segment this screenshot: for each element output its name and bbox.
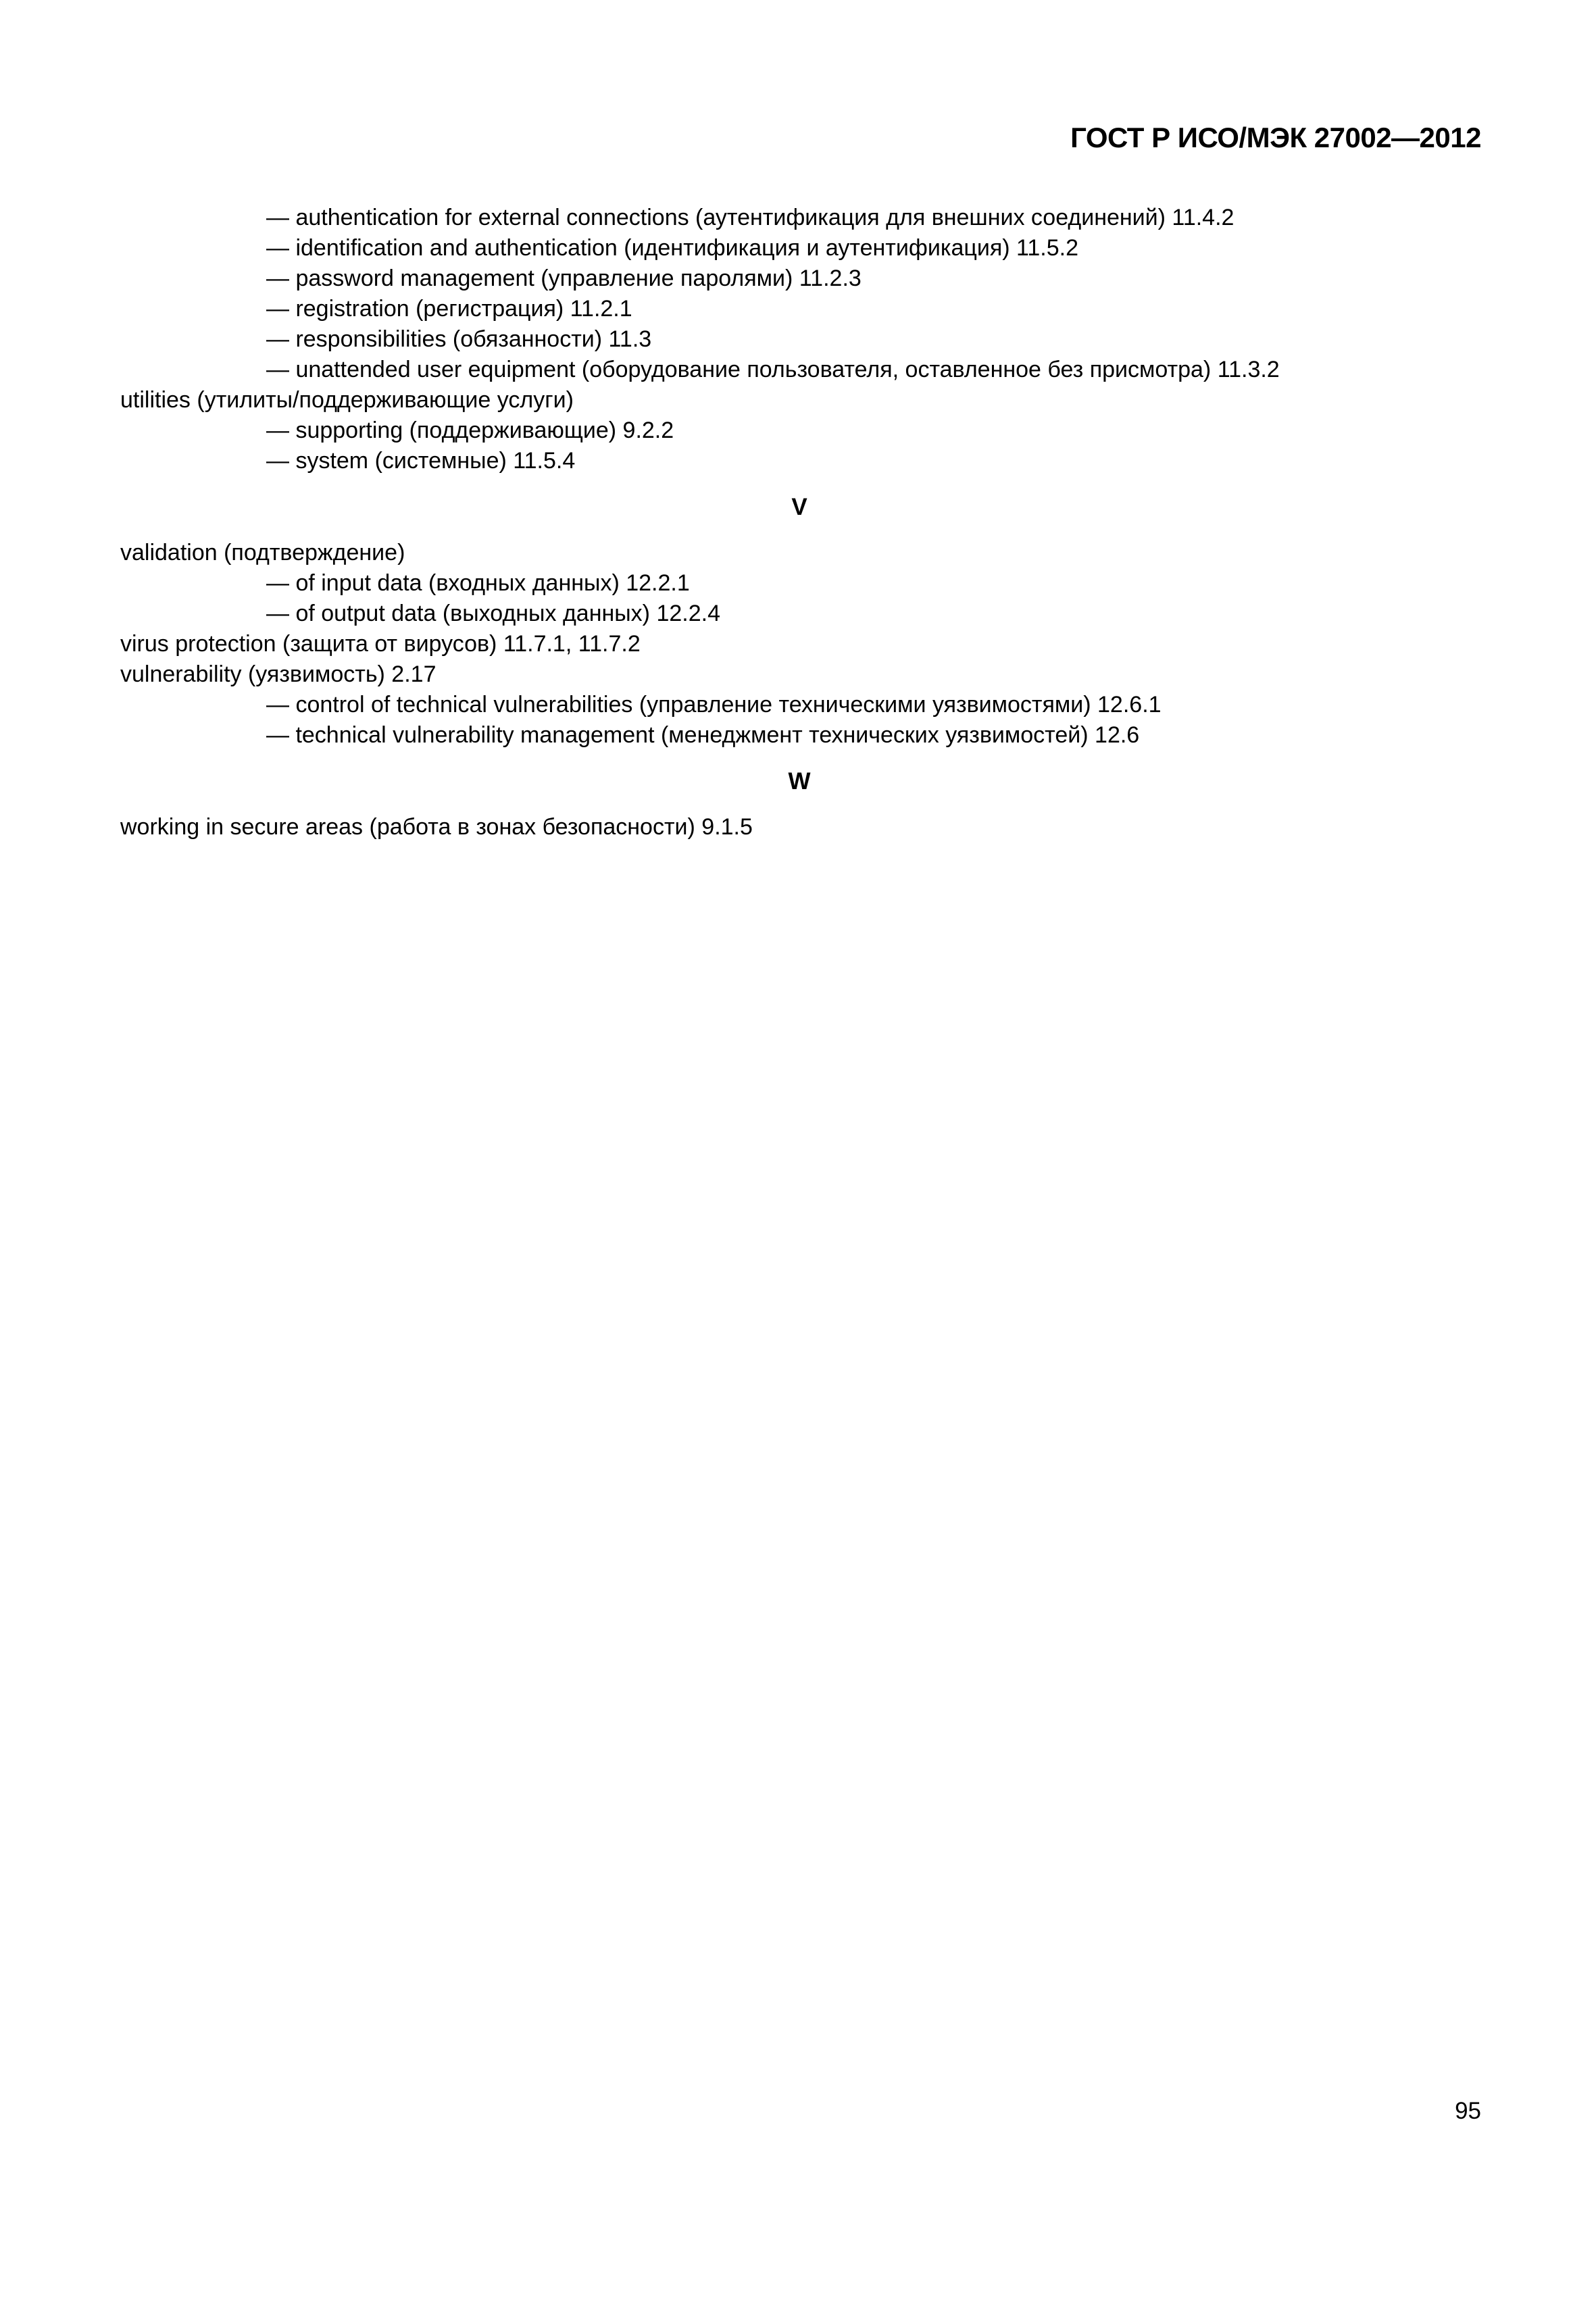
page-header-standard-id: ГОСТ Р ИСО/МЭК 27002—2012 xyxy=(1070,122,1481,153)
index-subentry: — unattended user equipment (оборудование пользователя, оставленное без присмотра) 11.3.2 xyxy=(266,357,1280,382)
index-section-w xyxy=(120,812,1478,842)
index-subentry: — system (системные) 11.5.4 xyxy=(266,448,576,474)
index-subentry: — control of technical vulnerabilities (управление техническими уязвимостями) 12.6.1 xyxy=(266,692,1162,718)
index-subentry: — supporting (поддерживающие) 9.2.2 xyxy=(266,418,674,443)
index-subentry: — password management (управление паролями) 11.2.3 xyxy=(266,266,862,291)
index-subentry: — registration (регистрация) 11.2.1 xyxy=(266,296,632,322)
alphabetical-index xyxy=(120,203,1478,842)
index-entry: utilities (утилиты/поддерживающие услуги) xyxy=(120,387,574,413)
index-entry: validation (подтверждение) xyxy=(120,540,405,565)
index-subentry: — of input data (входных данных) 12.2.1 xyxy=(266,570,690,596)
index-section-v xyxy=(120,538,1478,751)
index-entry: virus protection (защита от вирусов) 11.7.1, 11.7.2 xyxy=(120,631,641,657)
index-subentry: — of output data (выходных данных) 12.2.4 xyxy=(266,601,720,626)
index-entry: vulnerability (уязвимость) 2.17 xyxy=(120,661,437,687)
index-entry: working in secure areas (работа в зонах безопасности) 9.1.5 xyxy=(120,814,753,840)
index-subentry: — responsibilities (обязанности) 11.3 xyxy=(266,326,652,352)
index-subentry: — technical vulnerability management (менеджмент технических уязвимостей) 12.6 xyxy=(266,722,1140,748)
index-letter-heading-w: W xyxy=(788,768,811,795)
index-section-u xyxy=(120,203,1478,476)
index-subentry: — identification and authentication (идентификация и аутентификация) 11.5.2 xyxy=(266,235,1079,261)
page-number: 95 xyxy=(1455,2098,1481,2124)
index-subentry: — authentication for external connections (аутентификация для внешних соединений) 11.4.2 xyxy=(266,205,1235,230)
index-letter-heading-v: V xyxy=(791,494,807,520)
